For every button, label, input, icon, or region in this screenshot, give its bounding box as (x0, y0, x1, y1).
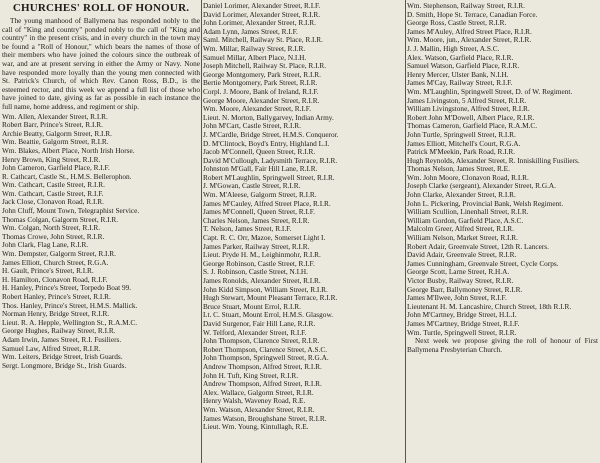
roll-entry: Lieut. Pryde H. M., Leighinmohr, R.I.R. (203, 251, 321, 260)
roll-entry: Robert Barr, Prince's Street, R.I.R. (2, 121, 103, 130)
column-rule (201, 0, 202, 463)
roll-entry: Corpl. J. Moore, Bank of Ireland, R.I.F. (203, 87, 319, 96)
roll-entry: John Turtle, Springwell Street, R.I.R. (407, 130, 516, 139)
roll-entry: John Kidd Simpson, William Street, R.I.R. (203, 285, 328, 294)
roll-entry: Lieut. Wm. Young, Kintullagh, R.E. (203, 423, 309, 432)
roll-entry: William Gordon, Garfield Place, A.S.C. (407, 216, 524, 225)
closing-paragraph: Next week we propose giving the roll of honour of First Ballymena Presbyterian Church. (407, 336, 598, 354)
roll-entry: Wm. Blakes, Albert Place, North Irish Horse. (2, 146, 135, 155)
roll-entry: John H. Tuft, King Street, R.I.R. (203, 371, 299, 380)
roll-entry: Patrick M'Meekin, Park Road, R.I.R. (407, 148, 516, 157)
roll-entry: W. Telford, Alexander Street, R.I.F. (203, 328, 307, 337)
article-heading: CHURCHES' ROLL OF HONOUR. (12, 2, 190, 14)
roll-entry: Wm. Cathcart, Castle Street, R.I.R. (2, 181, 105, 190)
roll-entry: Wm. Colgan, North Street, R.I.R. (2, 224, 101, 233)
roll-entry: J. J. Mallin, High Street, A.S.C. (407, 44, 500, 53)
roll-entry: Thomas Nelson, James Street, R.E. (407, 165, 510, 174)
roll-entry: James M'Ilwee, John Street, R.I.F. (407, 294, 507, 303)
column-2 (203, 2, 404, 432)
roll-entry: David M'Cullough, Ladysmith Terrace, R.I.R. (203, 156, 338, 165)
roll-entry: Joseph Clarke (sergeant), Alexander Street, R.G.A. (407, 182, 557, 191)
roll-entry: Wm. Watson, Alexander Street, R.I.R. (203, 405, 315, 414)
roll-entry: Wm. M'Laughlin, Springwell Street, D. of W. Regiment. (407, 87, 573, 96)
roll-entry: Robert Thompson, Clarence Street, A.S.C. (203, 345, 328, 354)
roll-entry: David Adair, Greenvale Street, R.I.R. (407, 251, 517, 260)
roll-entry: Norman Henry, Bridge Street, R.I.R. (2, 310, 110, 319)
roll-entry: S. J. Robinson, Castle Street, N.I.H. (203, 268, 308, 277)
roll-entry: Samuel Law, Alfred Street, R.I.R. (2, 344, 101, 353)
roll-entry: John Clarke, Alexander Street, R.I.R. (407, 191, 516, 200)
roll-entry: George Ross, Castle Street, R.I.R. (407, 19, 507, 28)
roll-entry: T. Nelson, James Street, R.I.F. (203, 225, 292, 234)
roll-entry: John Cameron, Garfield Place, R.I.F. (2, 164, 110, 173)
roll-entry: David Surgenor, Fair Hill Lane, R.I.R. (203, 319, 316, 328)
roll-entry: Lieutenant H. M. Lancashire, Church Street, 18th R.I.R. (407, 302, 572, 311)
roll-entry: John Clark, Flag Lane, R.I.R. (2, 241, 89, 250)
roll-entry: H. Hanley, Prince's Street, Torpedo Boat 99. (2, 284, 132, 293)
roll-entry: Wm. Stephenson, Railway Street, R.I.R. (407, 2, 525, 10)
roll-entry: Henry Walsh, Waveney Road, R.E. (203, 397, 306, 406)
roll-entry: J. M'Cardle, Bridge Street, H.M.S. Conqueror. (203, 130, 339, 139)
roll-entry: Victor Busby, Railway Street, R.I.R. (407, 277, 514, 285)
roll-entry: Robert Adair, Greenvale Street, 12th R. Lancers. (407, 242, 549, 251)
roll-entry: John M'Cartney, Bridge Street, H.L.I. (407, 311, 517, 320)
roll-entry: Malcolm Greer, Alfred Street, R.I.R. (407, 225, 514, 234)
roll-entry: George Robinson, Castle Street, R.I.F. (203, 259, 315, 268)
roll-entry: Daniel Lorimer, Alexander Street, R.I.F. (203, 2, 321, 10)
roll-entry: Alex. Wallace, Galgorm Street, R.I.R. (203, 388, 314, 397)
roll-entry: Adam Lynn, James Street, R.I.F. (203, 27, 298, 36)
roll-entry: Wm. Millar, Railway Street, R.I.R. (203, 44, 306, 53)
roll-entry: James M'Auley, Alfred Street Place, R.I.R. (407, 27, 532, 36)
roll-entry: Samuel Watson, Garfield Place, R.I.R. (407, 62, 520, 71)
roll-entry: Wm. M'Aleese, Galgorm Street, R.I.R. (203, 191, 317, 200)
roll-entry: D. M'Clintock, Boyd's Entry, Highland L.I. (203, 139, 330, 148)
roll-entry: James Cunningham, Greenvale Street, Cycle Corps. (407, 259, 559, 268)
roll-entry: Henry Mercer, Ulster Bank, N.I.H. (407, 70, 509, 79)
roll-entry: D. Smith, Hope St. Terrace, Canadian Force. (407, 10, 538, 19)
roll-entry: Wm. Allen, Alexander Street, R.I.R. (2, 112, 108, 121)
roll-entry: Wm. Beattie, Galgorm Street, R.I.R. (2, 138, 109, 147)
roll-entry: Johnston M'Gall, Fair Hill Lane, R.I.R. (203, 165, 318, 174)
roll-entry: Jacob M'Connell, Queen Street, R.I.R. (203, 148, 316, 157)
roll-entry: Sergt. Longmore, Bridge St., Irish Guards. (2, 361, 127, 370)
roll-entry: Bertie Montgomery, Park Street, R.I.R. (203, 79, 318, 88)
roll-entry: Thomas Crowe, John Street, R.I.R. (2, 232, 105, 241)
roll-entry: H. Gault, Prince's Street, R.I.R. (2, 267, 94, 276)
roll-entry: James M'Connell, Queen Street, R.I.F. (203, 208, 315, 217)
roll-entry: John Thompson, Springwell Street, R.G.A. (203, 354, 329, 363)
column-1 (2, 2, 200, 370)
roll-entry: William Nelson, Market Street, R.I.R. (407, 234, 518, 243)
roll-entry: Henry Brown, King Street, R.I.R. (2, 155, 101, 164)
roll-entry: Saml. Mitchell, Railway St. Place, R.I.R. (203, 36, 323, 45)
roll-entry: Charles Nelson, James Street, R.I.R. (203, 216, 310, 225)
roll-entry: Capt. R. C. Orr, Mazoe, Somerset Light I. (203, 234, 326, 243)
roll-entry: William Livingstone, Alfred Street, R.I.R. (407, 105, 530, 114)
roll-list-1 (2, 113, 200, 371)
roll-entry: Robert Hanley, Prince's Street, R.I.R. (2, 293, 111, 301)
roll-entry: R. Cathcart, Castle St., H.M.S. Bellerophon. (2, 172, 132, 181)
roll-entry: George Scott, Larne Street, R.H.A. (407, 268, 510, 277)
roll-entry: Wm. Moore, jun., Alexander Street, R.I.R. (407, 36, 532, 45)
roll-entry: James Elliott, Church Street, R.G.A. (2, 258, 109, 267)
roll-entry: Hugh Stewart, Mount Pleasant Terrace, R.I.R. (203, 294, 338, 303)
intro-paragraph: The young manhood of Ballymena has responded nobly to the call of "King and country" ponded nobly to the call of "King and country" in the present crisis, and in every church in the town may be found a "Roll of Honour," which bears the names of those of their members who have joined the colours since the outbreak of war, and are at present serving in either the Army or Navy. None have responded more loyally than the young men connected with St. Patrick's Church, of which Rev. Canon Ross, B.D., is the esteemed rector, and this week we append a full list of those who have joined to date, giving as far as possible in each instance the full name, home address, and regiment or ship. (2, 16, 200, 111)
roll-entry: Samuel Millar, Albert Place, N.I.H. (203, 53, 307, 62)
roll-entry: John M'Cart, Castle Street, R.I.R. (203, 122, 301, 131)
roll-entry: James M'Cay, Railway Street, R.I.F. (407, 79, 513, 88)
roll-entry: Hugh Reynolds, Alexander Street, R. Inniskilling Fusiliers. (407, 156, 580, 165)
roll-entry: James M'Cartney, Bridge Street, R.I.F. (407, 319, 520, 328)
roll-entry: Thomas Cameron, Garfield Place, R.A.M.C. (407, 122, 538, 131)
roll-entry: Adam Irwin, James Street, R.I. Fusiliers. (2, 335, 122, 344)
roll-entry: Bruce Stuart, Mount Errol, R.I.R. (203, 302, 301, 311)
roll-entry: Wm. Turtle, Springwell Street, R.I.R. (407, 328, 517, 337)
roll-entry: Robert M'Laughlin, Springwell Street, R.I.R. (203, 173, 335, 182)
roll-entry: Archie Beatty, Galgorm Street, R.I.R. (2, 129, 112, 138)
roll-entry: William Scullion, Linenhall Street, R.I.R. (407, 208, 529, 217)
roll-entry: Wm. Dempster, Galgorm Street, R.I.R. (2, 250, 117, 259)
roll-entry: Alex. Watson, Garfield Place, R.I.R. (407, 53, 514, 62)
roll-entry: Thos. Hanley, Prince's Street, H.M.S. Mallick. (2, 301, 138, 310)
roll-entry: Robert John M'Dowell, Albert Place, R.I.R. (407, 113, 535, 122)
roll-entry: Wm. Moore, Alexander Street, R.I.F. (203, 105, 312, 114)
column-rule (405, 0, 406, 463)
roll-entry: Joseph Mitchell, Railway St. Place, R.I.R. (203, 62, 327, 71)
roll-entry: George Moore, Alexander Street, R.I.R. (203, 96, 320, 105)
roll-list-2 (203, 2, 404, 432)
roll-entry: George Barr, Ballymoney Street, R.I.R. (407, 285, 523, 294)
roll-entry: Jack Close, Clonavon Road, R.I.R. (2, 198, 104, 207)
roll-entry: James Livingston, 5 Alfred Street, R.I.R. (407, 96, 527, 105)
roll-entry: John Lorimer, Alexander Street, R.I.R. (203, 19, 316, 28)
roll-entry: James Watson, Broughshane Street, R.I.R. (203, 414, 327, 423)
roll-entry: Lieut. N. Morton, Ballygarvey, Indian Army. (203, 113, 334, 122)
roll-entry: James M'Cauley, Alfred Street Place, R.I.R. (203, 199, 331, 208)
roll-entry: J. M'Gowan, Castle Street, R.I.R. (203, 182, 301, 191)
roll-entry: George Montgomery, Park Street, R.I.R. (203, 70, 321, 79)
roll-entry: Andrew Thompson, Alfred Street, R.I.R. (203, 380, 322, 389)
roll-entry: James Ronolds, Alexander Street, R.I.R. (203, 277, 321, 285)
roll-entry: George Hughes, Railway Street, R.I.R. (2, 327, 116, 336)
roll-entry: Wm. Cathcart, Castle Street, R.I.F. (2, 189, 104, 198)
roll-entry: Thomas Colgan, Galgorm Street, R.I.R. (2, 215, 119, 224)
roll-entry: David Lorimer, Alexander Street, R.I.R. (203, 10, 321, 19)
column-3 (407, 2, 598, 355)
roll-list-3 (407, 2, 598, 337)
roll-entry: John Thompson, Clarence Street, R.I.R. (203, 337, 320, 346)
roll-entry: Andrew Thompson, Alfred Street, R.I.R. (203, 362, 322, 371)
roll-entry: Wm. Leiters, Bridge Street, Irish Guards. (2, 353, 123, 362)
roll-entry: James Parker, Railway Street, R.I.R. (203, 242, 310, 251)
roll-entry: Lieut. R. A. Hepple, Wellington St., R.A.M.C. (2, 318, 138, 327)
roll-entry: Wm. John Moore, Clonavon Road, R.I.R. (407, 173, 529, 182)
roll-entry: H. Hamilton, Clonavon Road, R.I.F. (2, 275, 108, 284)
roll-entry: James Elliott, Mitchell's Court, R.G.A. (407, 139, 521, 148)
roll-entry: Lt. C. Stuart, Mount Errol, H.M.S. Glasgow. (203, 311, 334, 320)
roll-entry: John L. Pickering, Provincial Bank, Welsh Regiment. (407, 199, 564, 208)
roll-entry: John Cluff, Mount Town, Telegraphist Service. (2, 207, 140, 216)
